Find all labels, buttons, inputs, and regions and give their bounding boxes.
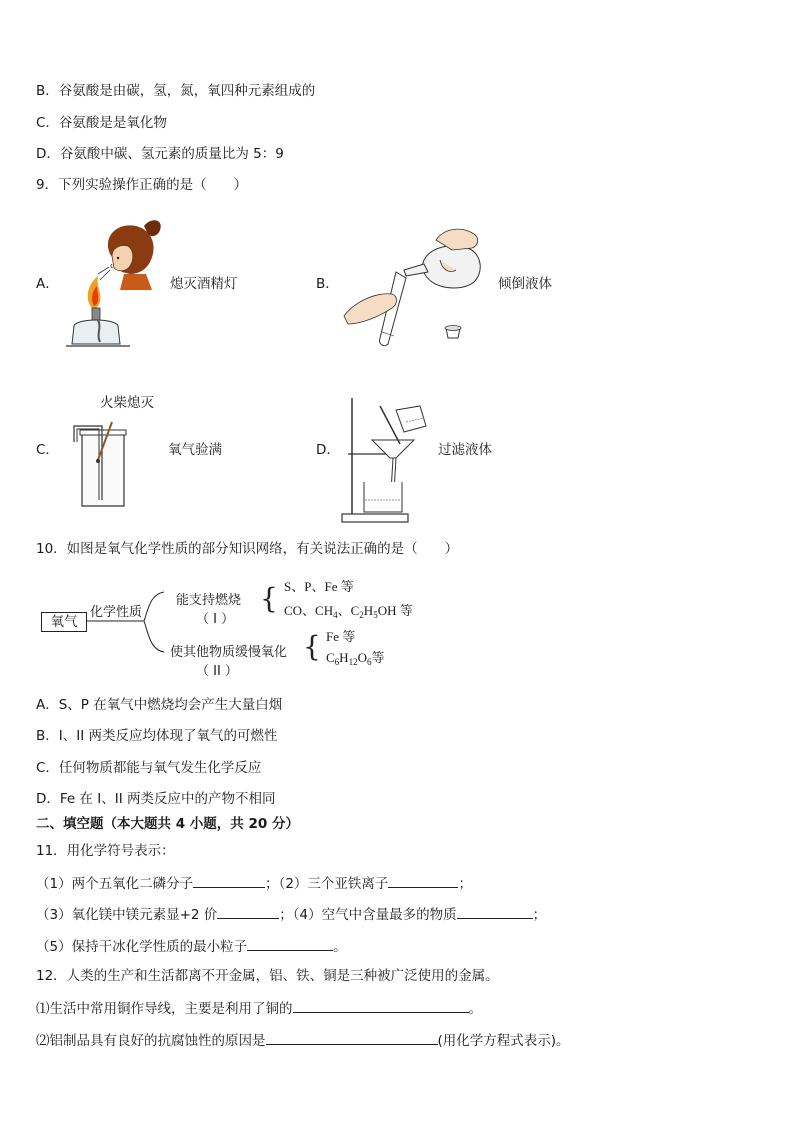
type-one-label: （ I ）	[196, 612, 235, 627]
reactant-row-3: Fe 等	[326, 629, 356, 644]
answer-blank-3[interactable]	[217, 904, 279, 919]
section-two-heading: 二、填空题（本大题共 4 小题，共 20 分）	[36, 816, 299, 832]
q8-option-b: B．谷氨酸是由碳，氢，氮，氧四种元素组成的	[36, 83, 316, 99]
q9-b-text: 倾倒液体	[498, 276, 552, 292]
reactant-row-1: S、P、Fe 等	[284, 579, 354, 594]
q9-b-letter: B．	[316, 276, 339, 292]
pouring-liquid-figure	[340, 220, 490, 352]
q11-stem: 11．用化学符号表示：	[36, 843, 175, 859]
answer-blank-5[interactable]	[247, 936, 333, 951]
filtration-figure	[338, 396, 438, 526]
q11-line-1: （1）两个五氧化二磷分子 ；（2）三个亚铁离子 ；	[36, 873, 472, 893]
q8-option-d: D．谷氨酸中碳、氢元素的质量比为 5：9	[36, 146, 284, 162]
q10-stem: 10．如图是氧气化学性质的部分知识网络，有关说法正确的是（ ）	[36, 541, 459, 557]
diagram-connectors	[86, 590, 176, 670]
q9-a-text: 熄灭酒精灯	[170, 276, 238, 292]
q9-c-caption: 火柴熄灭	[100, 395, 154, 411]
blowing-lamp-figure	[62, 212, 172, 354]
answer-blank-6[interactable]	[293, 998, 469, 1013]
q10-option-c: C．任何物质都能与氧气发生化学反应	[36, 760, 262, 776]
brace-one: {	[260, 582, 278, 615]
q12-line-1: ⑴生活中常用铜作导线，主要是利用了铜的 。	[36, 998, 482, 1018]
q11-line-3: （5）保持干冰化学性质的最小粒子 。	[36, 936, 347, 956]
support-combustion-label: 能支持燃烧	[176, 593, 242, 608]
oxygen-box: 氧气	[41, 612, 87, 632]
chemical-property-label: 化学性质	[90, 605, 143, 620]
q8-option-c: C．谷氨酸是是氧化物	[36, 115, 167, 131]
answer-blank-4[interactable]	[457, 904, 533, 919]
q9-d-letter: D．	[316, 442, 340, 458]
q9-a-letter: A．	[36, 276, 59, 292]
q12-line-2: ⑵铝制品具有良好的抗腐蚀性的原因是 (用化学方程式表示)。	[36, 1030, 570, 1050]
answer-blank-2[interactable]	[388, 873, 458, 888]
q10-option-a: A．S、P 在氧气中燃烧均会产生大量白烟	[36, 697, 283, 713]
reactant-row-2: CO、$CH_4$、$C_2H_5OH$ 等	[284, 603, 413, 620]
q9-stem: 9．下列实验操作正确的是（ ）	[36, 177, 248, 193]
q9-c-letter: C．	[36, 442, 59, 458]
q9-d-text: 过滤液体	[438, 442, 492, 458]
q12-stem: 12．人类的生产和生活都离不开金属，铝、铁、铜是三种被广泛使用的金属。	[36, 968, 499, 984]
answer-blank-1[interactable]	[193, 873, 265, 888]
brace-two: {	[303, 630, 321, 663]
q9-c-text: 氧气验满	[168, 442, 222, 458]
q10-option-b: B．I、II 两类反应均体现了氧气的可燃性	[36, 728, 278, 744]
reactant-row-4: $C_6H_{12}O_6$等	[326, 650, 385, 667]
q11-line-2: （3）氧化镁中镁元素显+2 价 ；（4）空气中含量最多的物质 ；	[36, 904, 546, 924]
slow-oxidation-label: 使其他物质缓慢氧化	[170, 645, 288, 660]
oxygen-test-figure	[72, 420, 132, 512]
answer-blank-7[interactable]	[266, 1030, 438, 1045]
type-two-label: （ II ）	[196, 664, 238, 679]
q10-option-d: D．Fe 在 I、II 两类反应中的产物不相同	[36, 791, 276, 807]
